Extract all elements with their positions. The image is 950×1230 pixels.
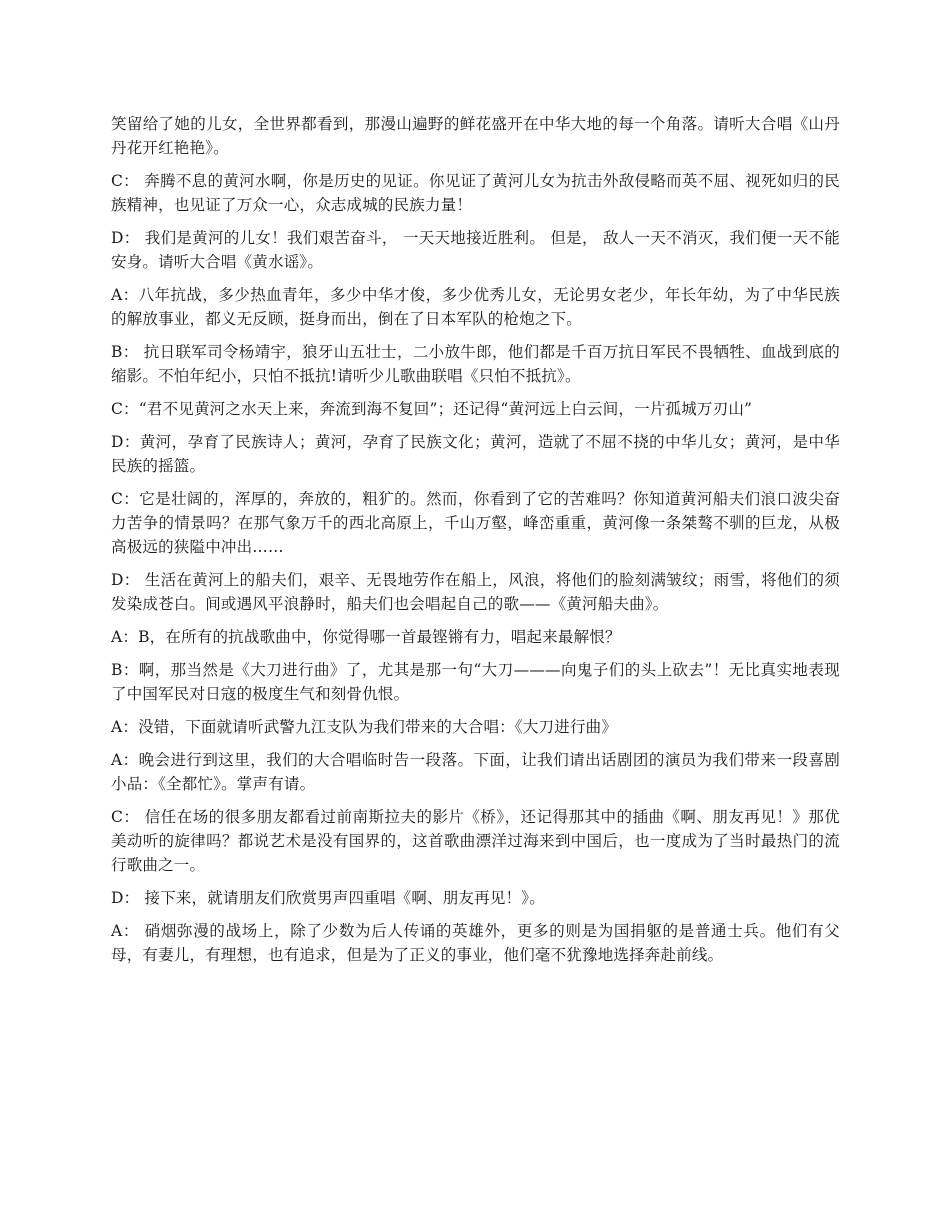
- paragraph: D： 接下来，就请朋友们欣赏男声四重唱《啊、朋友再见！》。: [111, 889, 545, 907]
- paragraph: D： 生活在黄河上的船夫们，艰辛、无畏地劳作在船上，风浪，将他们的脸刻满皱纹；雨雪，将他们的须发染成苍白。间或遇风平浪静时，船夫们也会唱起自己的歌——《黄河船夫曲》。: [111, 571, 840, 613]
- paragraph: A：晚会进行到这里，我们的大合唱临时告一段落。下面，让我们请出话剧团的演员为我们带来一段喜剧小品：《全都忙》。掌声有请。: [111, 751, 840, 793]
- paragraph: C： 奔腾不息的黄河水啊，你是历史的见证。你见证了黄河儿女为抗击外敌侵略而英不屈、视死如归的民族精神，也见证了万众一心，众志成城的民族力量！: [111, 172, 840, 214]
- paragraph: C：“君不见黄河之水天上来，奔流到海不复回”；还记得“黄河远上白云间，一片孤城万刃山”: [111, 400, 753, 418]
- paragraph: A： 硝烟弥漫的战场上，除了少数为后人传诵的英雄外，更多的则是为国捐躯的是普通士兵。他们有父母，有妻儿，有理想，也有追求，但是为了正义的事业，他们毫不犹豫地选择奔赴前线。: [111, 922, 840, 964]
- paragraph: C： 信任在场的很多朋友都看过前南斯拉夫的影片《桥》，还记得那其中的插曲《啊、朋友再见！》那优美动听的旋律吗？都说艺术是没有国界的，这首歌曲漂洋过海来到中国后，也一度成为了当时最热门的流行歌曲之一。: [111, 808, 840, 874]
- paragraph: B： 抗日联军司令杨靖宇，狼牙山五壮士，二小放牛郎，他们都是千百万抗日军民不畏牺牲、血战到底的缩影。不怕年纪小，只怕不抵抗!请听少儿歌曲联唱《只怕不抵抗》。: [111, 343, 840, 385]
- paragraph: 笑留给了她的儿女，全世界都看到，那漫山遍野的鲜花盛开在中华大地的每一个角落。请听大合唱《山丹丹花开红艳艳》。: [111, 115, 840, 157]
- paragraph: D：黄河，孕育了民族诗人；黄河，孕育了民族文化；黄河，造就了不屈不挠的中华儿女；黄河，是中华民族的摇篮。: [111, 433, 840, 475]
- paragraph: A：B，在所有的抗战歌曲中，你觉得哪一首最铿锵有力，唱起来最解恨？: [111, 628, 621, 646]
- paragraph: C：它是壮阔的，浑厚的，奔放的，粗犷的。然而，你看到了它的苦难吗？你知道黄河船夫们浪口波尖奋力苦争的情景吗？在那气象万千的西北高原上，千山万壑，峰峦重重，黄河像一条桀骜不驯的巨龙，从极高极远的狭隘中冲出……: [111, 490, 840, 556]
- paragraph: A：没错，下面就请听武警九江支队为我们带来的大合唱：《大刀进行曲》: [111, 718, 618, 736]
- paragraph: D： 我们是黄河的儿女！我们艰苦奋斗， 一天天地接近胜利。 但是， 敌人一天不消灭，我们便一天不能安身。请听大合唱《黄水谣》。: [111, 229, 840, 271]
- paragraph: A：八年抗战，多少热血青年，多少中华才俊，多少优秀儿女，无论男女老少，年长年幼，为了中华民族的解放事业，都义无反顾，挺身而出，倒在了日本军队的枪炮之下。: [111, 286, 840, 328]
- paragraph: B：啊，那当然是《大刀进行曲》了，尤其是那一句“大刀———向鬼子们的头上砍去”！无比真实地表现了中国军民对日寇的极度生气和刻骨仇恨。: [111, 661, 840, 703]
